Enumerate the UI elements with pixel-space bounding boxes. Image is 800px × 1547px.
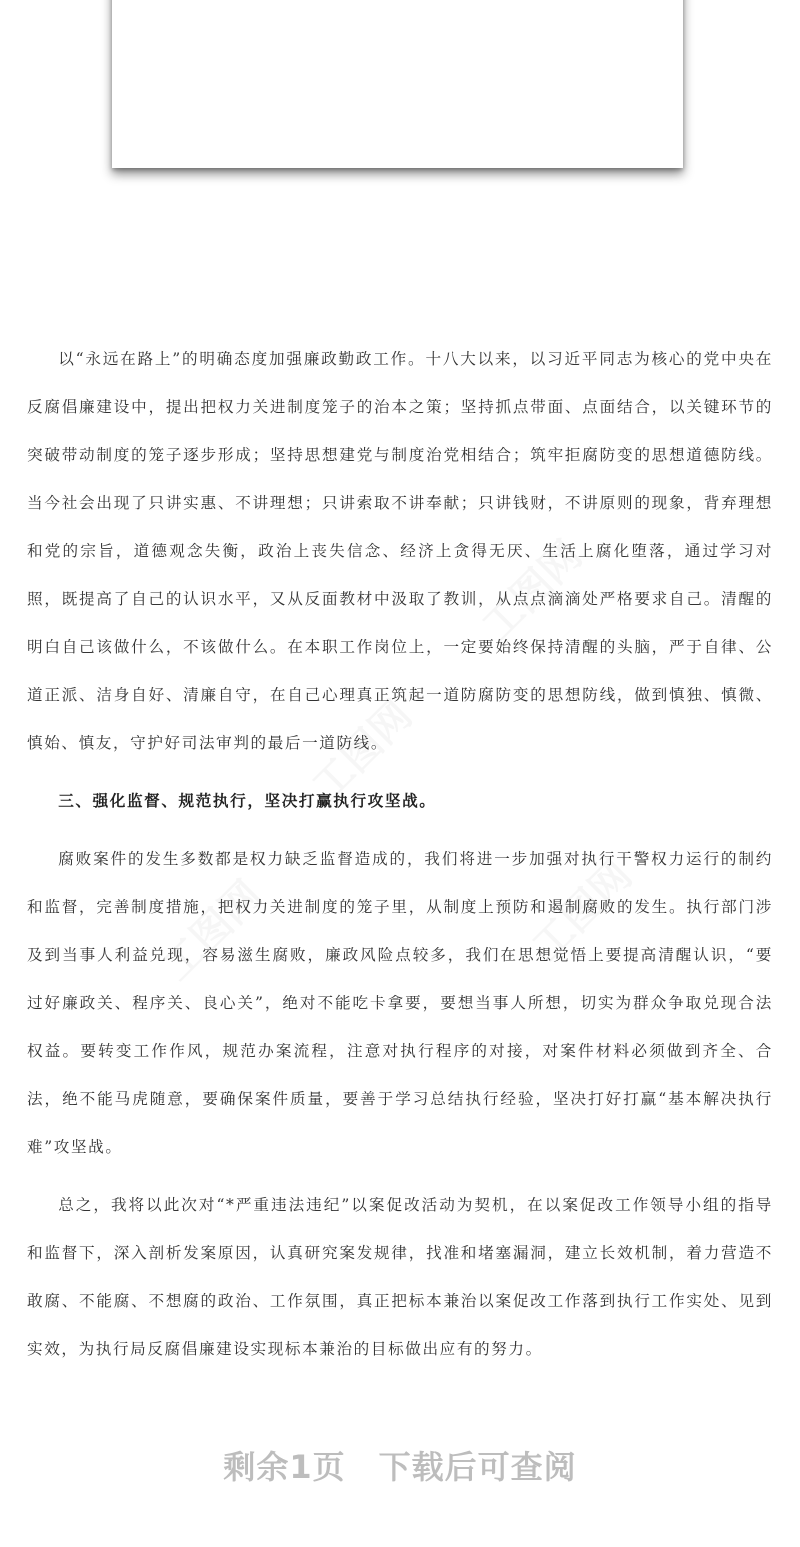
- previous-page-card: [112, 0, 683, 168]
- remaining-pages-download-prompt[interactable]: 剩余1页 下载后可查阅: [223, 1448, 577, 1486]
- paragraph-conclusion: 总之，我将以此次对“*严重违法违纪”以案促改活动为契机，在以案促改工作领导小组的指导和监督下，深入剖析发案原因，认真研究案发规律，找准和堵塞漏洞，建立长效机制，着力营造不敢腐、不能腐、不想腐的政治、工作氛围，真正把标本兼治以案促改工作落到执行工作实处、见到实效，为执行局反腐倡廉建设实现标本兼治的目标做出应有的努力。: [27, 1196, 773, 1358]
- paragraph-integrity: 以“永远在路上”的明确态度加强廉政勤政工作。十八大以来，以习近平同志为核心的党中央在反腐倡廉建设中，提出把权力关进制度笼子的治本之策；坚持抓点带面、点面结合，以关键环节的突破带动制度的笼子逐步形成；坚持思想建党与制度治党相结合；筑牢拒腐防变的思想道德防线。当今社会出现了只讲实惠、不讲理想；只讲索取不讲奉献；只讲钱财，不讲原则的现象，背弃理想和党的宗旨，道德观念失衡，政治上丧失信念、经济上贪得无厌、生活上腐化堕落，通过学习对照，既提高了自己的认识水平，又从反面教材中汲取了教训，从点点滴滴处严格要求自己。清醒的明白自己该做什么，不该做什么。在本职工作岗位上，一定要始终保持清醒的头脑，严于自律、公道正派、洁身自好、清廉自守，在自己心理真正筑起一道防腐防变的思想防线，做到慎独、慎微、慎始、慎友，守护好司法审判的最后一道防线。: [27, 350, 773, 752]
- document-body: [27, 335, 773, 1373]
- paragraph-supervision: 腐败案件的发生多数都是权力缺乏监督造成的，我们将进一步加强对执行干警权力运行的制约和监督，完善制度措施，把权力关进制度的笼子里，从制度上预防和遏制腐败的发生。执行部门涉及到当事人利益兑现，容易滋生腐败，廉政风险点较多，我们在思想觉悟上要提高清醒认识，“要过好廉政关、程序关、良心关”，绝对不能吃卡拿要，要想当事人所想，切实为群众争取兑现合法权益。要转变工作作风，规范办案流程，注意对执行程序的对接，对案件材料必须做到齐全、合法，绝不能马虎随意，要确保案件质量，要善于学习总结执行经验，坚决打好打赢“基本解决执行难”攻坚战。: [27, 850, 773, 1156]
- section-heading-3: 三、强化监督、规范执行，坚决打赢执行攻坚战。: [58, 791, 437, 810]
